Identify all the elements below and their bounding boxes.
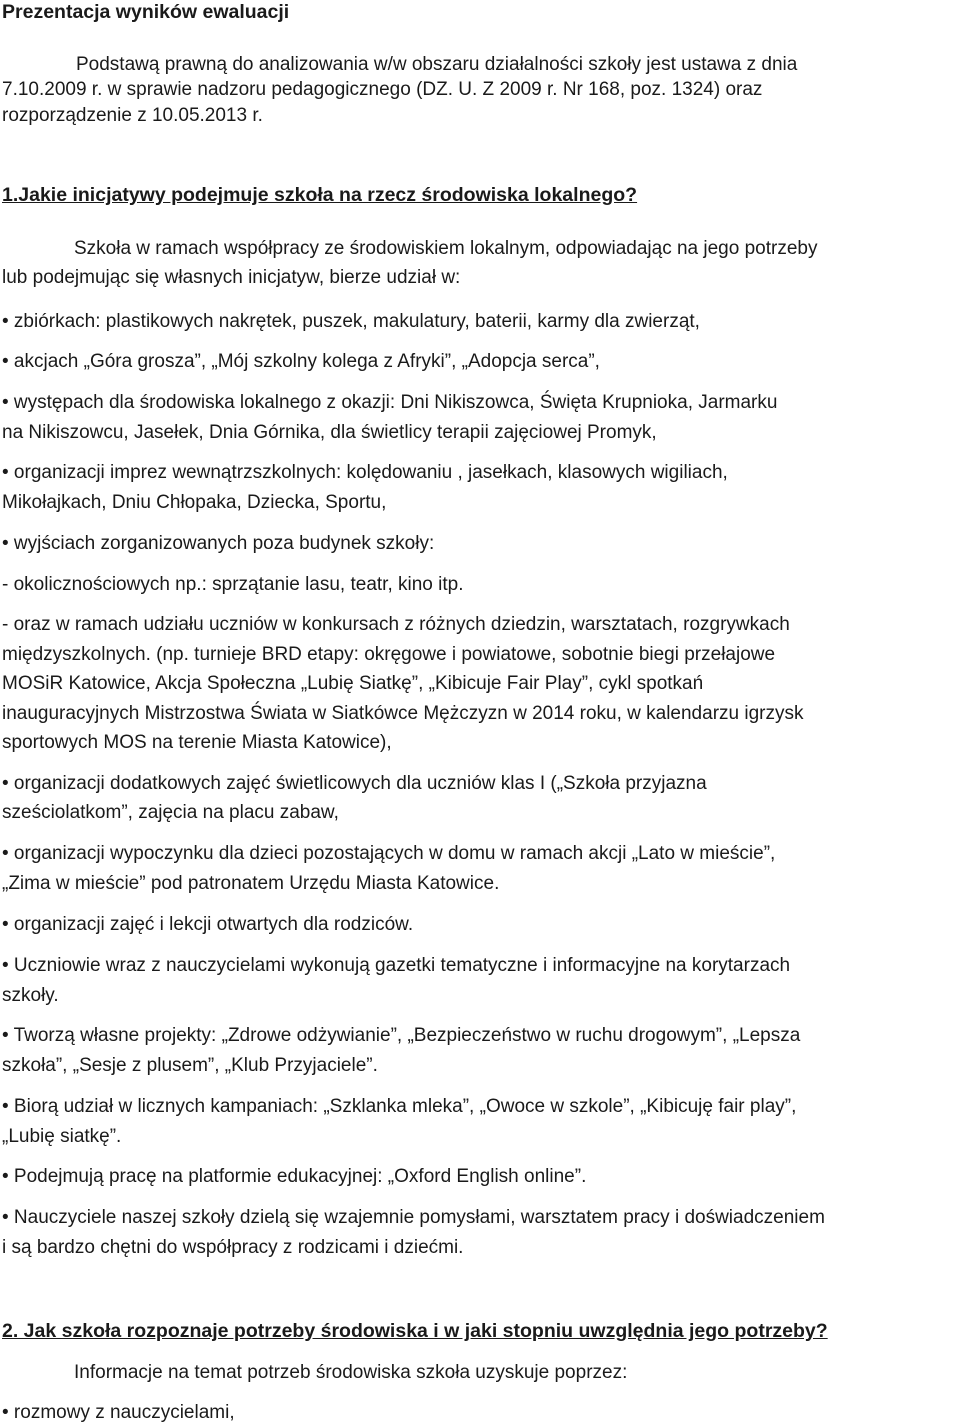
- list-item-outings: • wyjściach zorganizowanych poza budynek szkoły:: [2, 533, 435, 554]
- legal-basis-line-1: Podstawą prawną do analizowania w/w obszaru działalności szkoły jest ustawa z dnia: [76, 54, 798, 75]
- section-1-heading: 1.Jakie inicjatywy podejmuje szkoła na rzecz środowiska lokalnego?: [2, 184, 638, 206]
- list-item-kampanie: • Biorą udział w licznych kampaniach: „Szklanka mleka”, „Owoce w szkole”, „Kibicuję fair play”,: [2, 1096, 797, 1117]
- list-item-holidays: • organizacji wypoczynku dla dzieci pozostających w domu w ramach akcji „Lato w mieście”,: [2, 843, 776, 864]
- list-item-holidays-cont: „Zima w mieście” pod patronatem Urzędu Miasta Katowice.: [2, 873, 500, 894]
- list-item-teachers-cont: i są bardzo chętni do współpracy z rodzicami i dziećmi.: [2, 1237, 464, 1258]
- list-item-campaigns: • akcjach „Góra grosza”, „Mój szkolny kolega z Afryki”, „Adopcja serca”,: [2, 351, 600, 372]
- list-item-teachers: • Nauczyciele naszej szkoły dzielą się wzajemnie pomysłami, warsztatem pracy i doświadczeniem: [2, 1207, 825, 1228]
- list-item-newsletters-cont: szkoły.: [2, 985, 59, 1006]
- legal-basis-line-3: rozporządzenie z 10.05.2013 r.: [2, 105, 263, 126]
- section-1-intro-line-1: Szkoła w ramach współpracy ze środowiskiem lokalnym, odpowiadając na jego potrzeby: [74, 238, 818, 259]
- page-title: Prezentacja wyników ewaluacji: [2, 1, 290, 23]
- section-2-item-teachers: • rozmowy z nauczycielami,: [2, 1402, 235, 1423]
- section-1-intro-line-2: lub podejmując się własnych inicjatyw, bierze udział w:: [2, 267, 461, 288]
- section-2-intro: Informacje na temat potrzeb środowiska szkoła uzyskuje poprzez:: [74, 1362, 628, 1383]
- list-item-projects-cont: szkoła”, „Sesje z plusem”, „Klub Przyjaciele”.: [2, 1055, 378, 1076]
- sub-item-competitions-cont-3: inauguracyjnych Mistrzostwa Świata w Siatkówce Mężczyzn w 2014 roku, w kalendarzu igrzysk: [2, 703, 804, 724]
- section-2-heading: 2. Jak szkoła rozpoznaje potrzeby środowiska i w jaki stopniu uwzględnia jego potrzeby?: [2, 1320, 828, 1342]
- list-item-collections: • zbiórkach: plastikowych nakrętek, puszek, makulatury, baterii, karmy dla zwierząt,: [2, 311, 700, 332]
- list-item-after-school-cont: sześciolatkom”, zajęcia na placu zabaw,: [2, 802, 339, 823]
- list-item-newsletters: • Uczniowie wraz z nauczycielami wykonują gazetki tematyczne i informacyjne na korytarzach: [2, 955, 791, 976]
- sub-item-competitions-cont-4: sportowych MOS na terenie Miasta Katowice),: [2, 732, 392, 753]
- sub-item-occasional: - okolicznościowych np.: sprzątanie lasu, teatr, kino itp.: [2, 574, 464, 595]
- legal-basis-line-2: 7.10.2009 r. w sprawie nadzoru pedagogicznego (DZ. U. Z 2009 r. Nr 168, poz. 1324) oraz: [2, 79, 763, 100]
- list-item-performances: • występach dla środowiska lokalnego z okazji: Dni Nikiszowca, Święta Krupnioka, Jarmarku: [2, 392, 778, 413]
- list-item-projects: • Tworzą własne projekty: „Zdrowe odżywianie”, „Bezpieczeństwo w ruchu drogowym”, „Lepsza: [2, 1025, 801, 1046]
- sub-item-competitions-cont-2: MOSiR Katowice, Akcja Społeczna „Lubię Siatkę”, „Kibicuje Fair Play”, cykl spotkań: [2, 673, 704, 694]
- sub-item-competitions: - oraz w ramach udziału uczniów w konkursach z różnych dziedzin, warsztatach, rozgrywkach: [2, 614, 790, 635]
- list-item-after-school: • organizacji dodatkowych zajęć świetlicowych dla uczniów klas I („Szkoła przyjazna: [2, 773, 707, 794]
- sub-item-competitions-cont-1: międzyszkolnych. (np. turnieje BRD etapy: okręgowe i powiatowe, sobotnie biegi przełajowe: [2, 644, 776, 665]
- list-item-open-lessons: • organizacji zajęć i lekcji otwartych dla rodziców.: [2, 914, 414, 935]
- list-item-platform: • Podejmują pracę na platformie edukacyjnej: „Oxford English online”.: [2, 1166, 587, 1187]
- list-item-performances-cont: na Nikiszowcu, Jasełek, Dnia Górnika, dla świetlicy terapii zajęciowej Promyk,: [2, 422, 657, 443]
- list-item-events-cont: Mikołajkach, Dniu Chłopaka, Dziecka, Sportu,: [2, 492, 387, 513]
- list-item-kampanie-cont: „Lubię siatkę”.: [2, 1126, 122, 1147]
- list-item-events: • organizacji imprez wewnątrzszkolnych: kolędowaniu , jasełkach, klasowych wigiliach,: [2, 462, 728, 483]
